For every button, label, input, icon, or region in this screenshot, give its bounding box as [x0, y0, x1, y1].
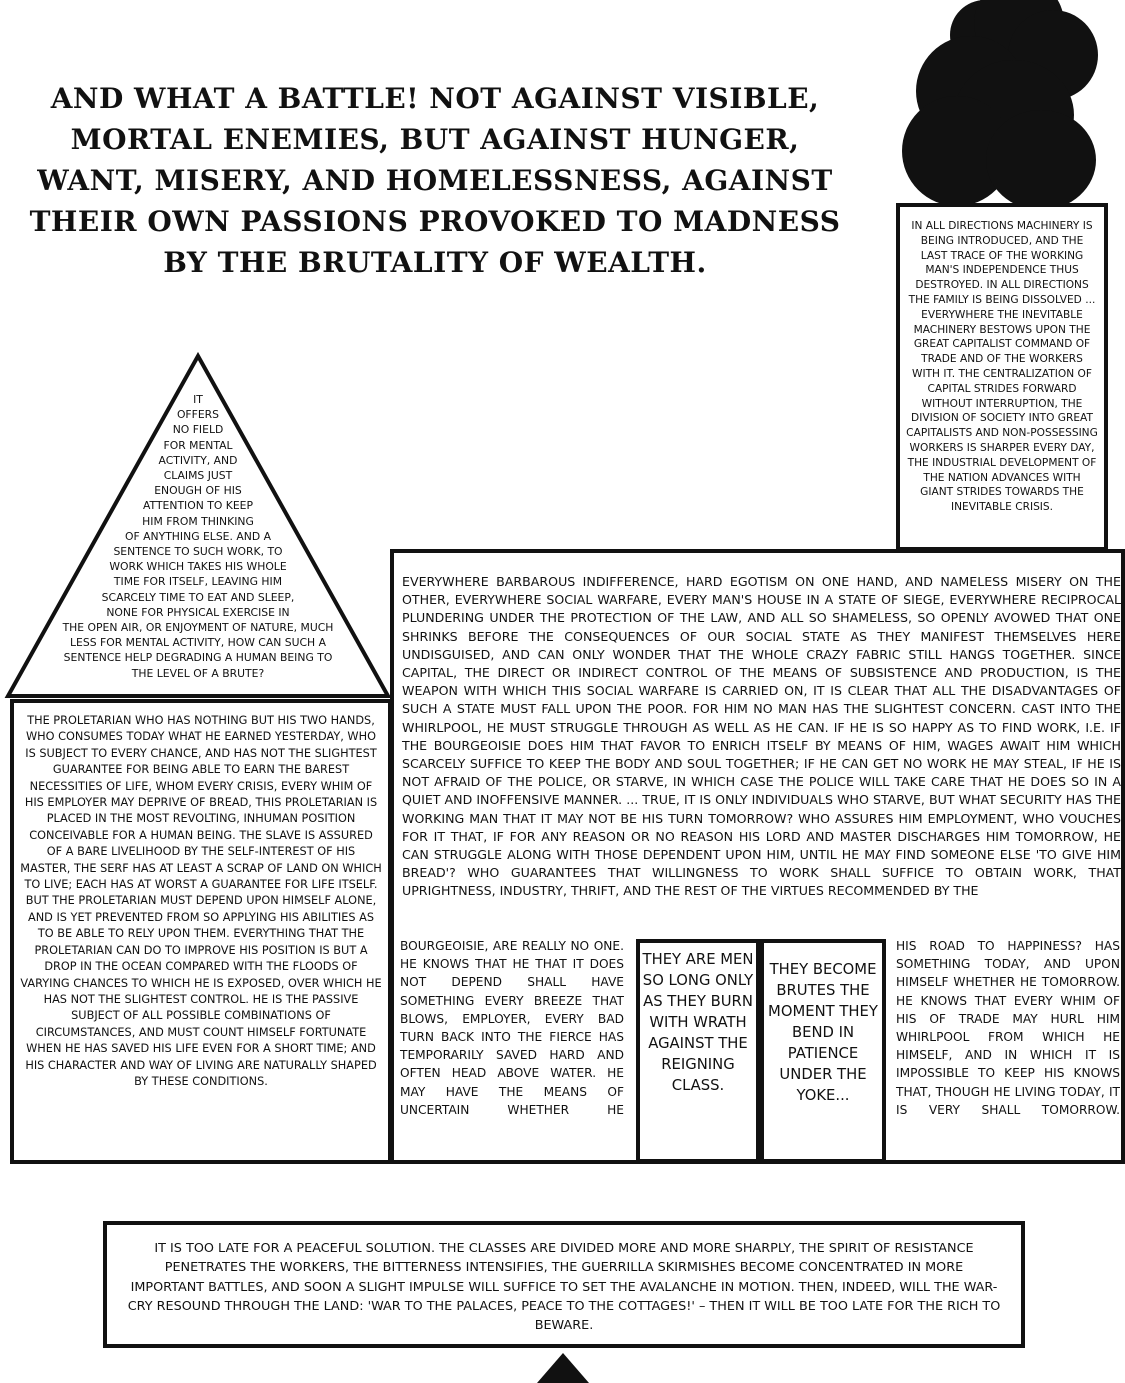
base-triangle — [537, 1353, 589, 1383]
inner-right-text: THEY BECOME BRUTES THE MOMENT THEY BEND IN PATIENCE UNDER THE YOKE... — [768, 961, 878, 1104]
triangle-text: IT OFFERS NO FIELD FOR MENTAL ACTIVITY, AND CLAIMS JUST ENOUGH OF HIS ATTENTION TO KEEP HIM FROM THINKING OF ANYTHING ELSE. AND A SENTENCE TO SUCH WORK, TO WORK WHICH TAKES HIS WHOLE TIME FOR ITSELF, LEAVING HIM SCARCELY TIME TO EAT AND SLEEP, NONE FOR PHYSICAL EXERCISE IN THE OPEN AIR, OR ENJOYMENT OF NATURE, MUCH LESS FOR MENTAL ACTIVITY, HOW CAN SUCH A SENTENCE HELP DEGRADING A HUMAN BEING TO THE LEVEL OF A BRUTE? — [62, 393, 334, 680]
headline: AND WHAT A BATTLE! NOT AGAINST VISIBLE, MORTAL ENEMIES, BUT AGAINST HUNGER, WANT, MISERY, AND HOMELESSNESS, AGAINST THEIR OWN PASSIONS PROVOKED TO MADNESS BY THE BRUTALITY OF WEALTH. — [29, 82, 841, 279]
chimney-text-box — [896, 203, 1108, 551]
main-text-box — [390, 549, 1125, 1164]
left-text: THE PROLETARIAN WHO HAS NOTHING BUT HIS TWO HANDS, WHO CONSUMES TODAY WHAT HE EARNED YESTERDAY, WHO IS SUBJECT TO EVERY CHANCE, AND HAS NOT THE SLIGHTEST GUARANTEE FOR BEING ABLE TO EARN THE BAREST NECESSITIES OF LIFE, WHOM EVERY CRISIS, EVERY WHIM OF HIS EMPLOYER MAY DEPRIVE OF BREAD, THIS PROLETARIAN IS PLACED IN THE MOST REVOLTING, INHUMAN POSITION CONCEIVABLE FOR A HUMAN BEING. THE SLAVE IS ASSURED OF A BARE LIVELIHOOD BY THE SELF-INTEREST OF HIS MASTER, THE SERF HAS AT LEAST A SCRAP OF LAND ON WHICH TO LIVE; EACH HAS AT WORST A GUARANTEE FOR LIFE ITSELF. BUT THE PROLETARIAN MUST DEPEND UPON HIMSELF ALONE, AND IS YET PREVENTED FROM SO APPLYING HIS ABILITIES AS TO BE ABLE TO RELY UPON THEM. EVERYTHING THAT THE PROLETARIAN CAN DO TO IMPROVE HIS POSITION IS BUT A DROP IN THE OCEAN COMPARED WITH THE FLOODS OF VARYING CHANCES TO WHICH HE IS EXPOSED, OVER WHICH HE HAS NOT THE SLIGHTEST CONTROL. HE IS THE PASSIVE SUBJECT OF ALL POSSIBLE COMBINATIONS OF CIRCUMSTANCES, AND MUST COUNT HIMSELF FORTUNATE WHEN HE HAS SAVED HIS LIFE EVEN FOR A SHORT TIME; AND HIS CHARACTER AND WAY OF LIVING ARE NATURALLY SHAPED BY THESE CONDITIONS. — [20, 714, 382, 1088]
inner-left-text: THEY ARE MEN SO LONG ONLY AS THEY BURN WITH WRATH AGAINST THE REIGNING CLASS. — [642, 951, 754, 1094]
smoke-cloud — [896, 0, 1125, 210]
triangle-roof — [4, 352, 392, 700]
left-text-box — [10, 699, 392, 1164]
main-column-right: HIS ROAD TO HAPPINESS? HAS SOMETHING TODAY, AND UPON HIMSELF WHETHER HE TOMORROW. HE KNOWS THAT EVERY WHIM OF HIS OF TRADE MAY HURL HIM WHIRLPOOL FROM WHICH HE HIMSELF, AND IN WHICH IT IS IMPOSSIBLE TO KEEP HIS KNOWS THAT, THOUGH HE LIVING TODAY, IT IS VERY SHALL TOMORROW. — [896, 939, 1120, 1117]
inner-box-left — [636, 939, 760, 1163]
chimney-text: IN ALL DIRECTIONS MACHINERY IS BEING INTRODUCED, AND THE LAST TRACE OF THE WORKING MAN'S INDEPENDENCE THUS DESTROYED. IN ALL DIRECTIONS THE FAMILY IS BEING DISSOLVED ... EVERYWHERE THE INEVITABLE MACHINERY BESTOWS UPON THE GREAT CAPITALIST COMMAND OF TRADE AND OF THE WORKERS WITH IT. THE CENTRALIZATION OF CAPITAL STRIDES FORWARD WITHOUT INTERRUPTION, THE DIVISION OF SOCIETY INTO GREAT CAPITALISTS AND NON-POSSESSING WORKERS IS SHARPER EVERY DAY, THE INDUSTRIAL DEVELOPMENT OF THE NATION ADVANCES WITH GIANT STRIDES TOWARDS THE INEVITABLE CRISIS. — [906, 220, 1098, 514]
inner-box-right — [760, 939, 886, 1163]
main-text: EVERYWHERE BARBAROUS INDIFFERENCE, HARD EGOTISM ON ONE HAND, AND NAMELESS MISERY ON THE OTHER, EVERYWHERE SOCIAL WARFARE, EVERY MAN'S HOUSE IN A STATE OF SIEGE, EVERYWHERE RECIPROCAL PLUNDERING UNDER THE PROTECTION OF THE LAW, AND ALL SO SHAMELESS, SO OPENLY AVOWED THAT ONE SHRINKS BEFORE THE CONSEQUENCES OF OUR SOCIAL STATE AS THEY MANIFEST THEMSELVES HERE UNDISGUISED, AND CAN ONLY WONDER THAT THE WHOLE CRAZY FABRIC STILL HANGS TOGETHER. SINCE CAPITAL, THE DIRECT OR INDIRECT CONTROL OF THE MEANS OF SUBSISTENCE AND PRODUCTION, IS THE WEAPON WITH WHICH THIS SOCIAL WARFARE IS CARRIED ON, IT IS CLEAR THAT ALL THE DISADVANTAGES OF SUCH A STATE MUST FALL UPON THE POOR. FOR HIM NO MAN HAS THE SLIGHTEST CONCERN. CAST INTO THE WHIRLPOOL, HE MUST STRUGGLE THROUGH AS WELL AS HE CAN. IF HE IS SO HAPPY AS TO FIND WORK, I.E. IF THE BOURGEOISIE DOES HIM THAT FAVOR TO ENRICH ITSELF BY MEANS OF HIM, WAGES AWAIT HIM WHICH SCARCELY SUFFICE TO KEEP THE BODY AND SOUL TOGETHER; IF HE CAN GET NO WORK HE MAY STEAL, IF HE IS NOT AFRAID OF THE POLICE, OR STARVE, IN WHICH CASE THE POLICE WILL TAKE CARE THAT HE DOES SO IN A QUIET AND INOFFENSIVE MANNER. ... TRUE, IT IS ONLY INDIVIDUALS WHO STARVE, BUT WHAT SECURITY HAS THE WORKING MAN THAT IT MAY NOT BE HIS TURN TOMORROW? WHO ASSURES HIM EMPLOYMENT, WHO VOUCHES FOR IT THAT, IF FOR ANY REASON OR NO REASON HIS LORD AND MASTER DISCHARGES HIM TOMORROW, HE CAN STRUGGLE ALONG WITH THOSE DEPENDENT UPON HIM, UNTIL HE MAY FIND SOMEONE ELSE 'TO GIVE HIM BREAD'? WHO GUARANTEES THAT WILLINGNESS TO WORK SHALL SUFFICE TO OBTAIN WORK, THAT UPRIGHTNESS, INDUSTRY, THRIFT, AND THE REST OF THE VIRTUES RECOMMENDED BY THE — [402, 574, 1121, 899]
bottom-text-box — [103, 1221, 1025, 1348]
bottom-text: IT IS TOO LATE FOR A PEACEFUL SOLUTION. THE CLASSES ARE DIVIDED MORE AND MORE SHARPLY, THE SPIRIT OF RESISTANCE PENETRATES THE WORKERS, THE BITTERNESS INTENSIFIES, THE GUERRILLA SKIRMISHES BECOME CONCENTRATED IN MORE IMPORTANT BATTLES, AND SOON A SLIGHT IMPULSE WILL SUFFICE TO SET THE AVALANCHE IN MOTION. THEN, INDEED, WILL THE WAR-CRY RESOUND THROUGH THE LAND: 'WAR TO THE PALACES, PEACE TO THE COTTAGES!' – THEN IT WILL BE TOO LATE FOR THE RICH TO BEWARE. — [127, 1241, 1001, 1334]
main-column-left: BOURGEOISIE, ARE REALLY NO ONE. HE KNOWS THAT HE THAT IT DOES NOT DEPEND SHALL HAVE SOMETHING EVERY BREEZE THAT BLOWS, EMPLOYER, EVERY BAD TURN BACK INTO THE FIERCE HAS TEMPORARILY SAVED HARD AND OFTEN HEAD ABOVE WATER. HE MAY HAVE THE MEANS OF UNCERTAIN WHETHER HE — [400, 939, 624, 1117]
